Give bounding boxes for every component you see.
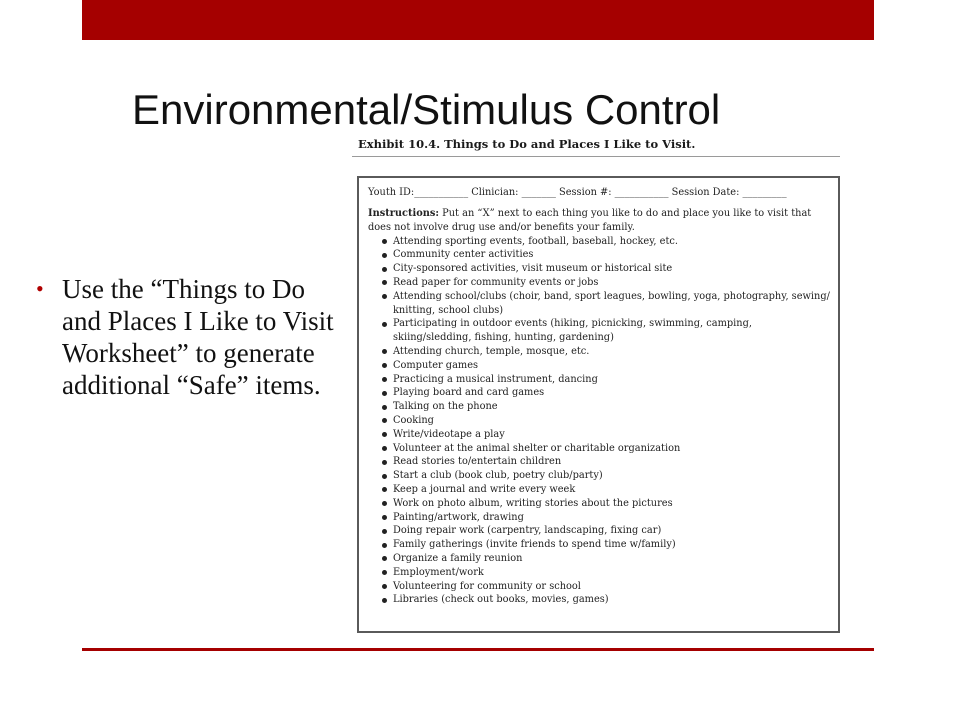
worksheet-instructions [368,207,832,235]
list-item: Computer games [380,359,832,373]
list-item: Practicing a musical instrument, dancing [380,373,832,387]
list-item: Volunteering for community or school [380,580,832,594]
bullet-text: Use the “Things to Do and Places I Like to Visit Worksheet” to generate additional “Safe” items. [62,274,334,400]
bullet-point [36,273,336,401]
list-item: Organize a family reunion [380,552,832,566]
list-item: Volunteer at the animal shelter or charitable organization [380,442,832,456]
bullet-icon: • [36,276,44,301]
exhibit-title: Exhibit 10.4. Things to Do and Places I Like to Visit. [358,137,696,151]
list-item: Attending church, temple, mosque, etc. [380,345,832,359]
list-item: Participating in outdoor events (hiking, picnicking, swimming, camping, skiing/sledding, fishing, hunting, gardening) [380,317,832,345]
list-item: Attending sporting events, football, baseball, hockey, etc. [380,235,832,249]
list-item: Keep a journal and write every week [380,483,832,497]
list-item: Employment/work [380,566,832,580]
instructions-text: Put an “X” next to each thing you like to do and place you like to visit that does not involve drug use and/or benefits your family. [368,208,812,233]
list-item: Community center activities [380,248,832,262]
list-item: Attending school/clubs (choir, band, sport leagues, bowling, yoga, photography, sewing/ knitting, school clubs) [380,290,832,318]
exhibit-divider [352,156,840,157]
bottom-accent-rule [82,648,874,651]
list-item: Family gatherings (invite friends to spend time w/family) [380,538,832,552]
list-item: Work on photo album, writing stories about the pictures [380,497,832,511]
slide-title: Environmental/Stimulus Control [132,86,721,133]
list-item: Painting/artwork, drawing [380,511,832,525]
activity-list [368,235,832,608]
worksheet-form [357,176,840,633]
list-item: Read paper for community events or jobs [380,276,832,290]
worksheet-header-fields: Youth ID:___________ Clinician: _______ Session #: ___________ Session Date: _________ [368,187,787,198]
top-accent-bar [82,0,874,40]
instructions-label: Instructions: [368,208,440,219]
list-item: City-sponsored activities, visit museum or historical site [380,262,832,276]
list-item: Start a club (book club, poetry club/party) [380,469,832,483]
list-item: Read stories to/entertain children [380,455,832,469]
list-item: Cooking [380,414,832,428]
list-item: Doing repair work (carpentry, landscaping, fixing car) [380,524,832,538]
list-item: Libraries (check out books, movies, games) [380,593,832,607]
list-item: Write/videotape a play [380,428,832,442]
list-item: Talking on the phone [380,400,832,414]
list-item: Playing board and card games [380,386,832,400]
